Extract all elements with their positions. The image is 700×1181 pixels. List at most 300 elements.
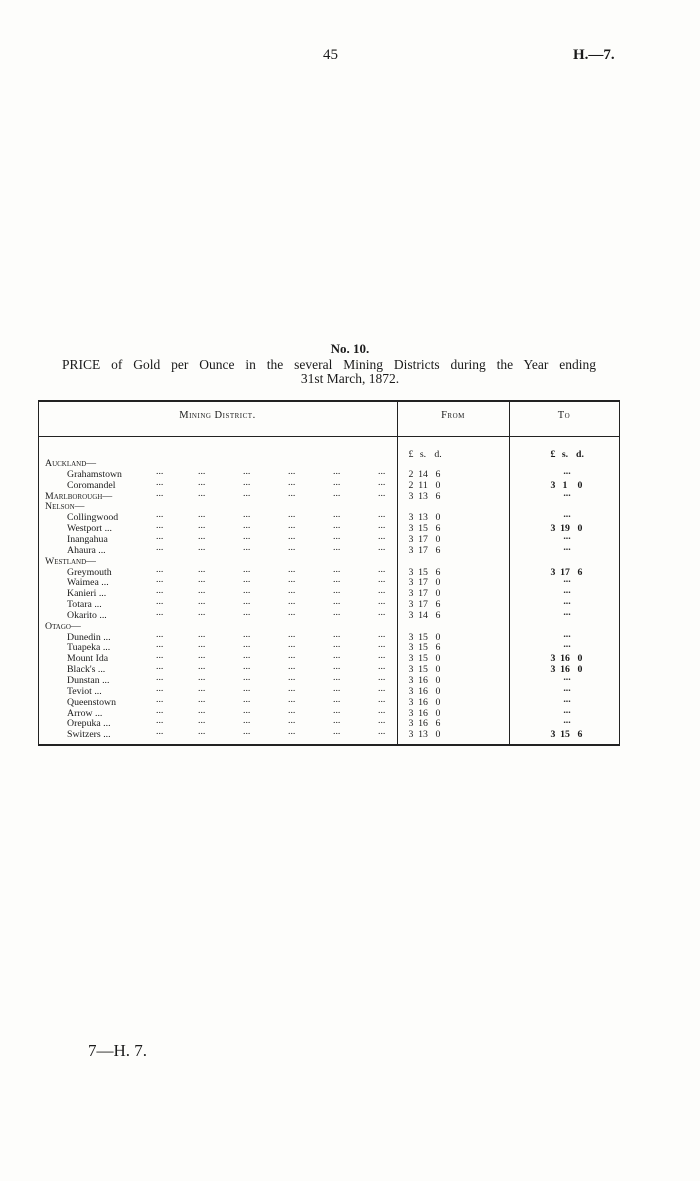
district-name: Switzers ... (67, 729, 111, 741)
leader-dots: ... (243, 574, 251, 586)
pounds: 3 (408, 718, 414, 730)
shillings: 16 (560, 664, 570, 676)
pence: 6 (435, 609, 441, 621)
leader-dots: ... (243, 585, 251, 597)
district-name: Otago— (45, 620, 81, 632)
leader-dots: ... (156, 596, 164, 608)
pounds: 3 (408, 609, 414, 621)
leader-dots: ... (198, 465, 206, 477)
footer-reference: 7—H. 7. (88, 1041, 148, 1060)
no-value: ... (563, 672, 571, 683)
leader-dots: ... (156, 530, 164, 542)
district-name: Greymouth (67, 566, 112, 578)
leader-dots: ... (378, 541, 386, 553)
pounds: 3 (408, 523, 414, 535)
pence: 0 (435, 479, 441, 491)
shillings: 11 (418, 479, 428, 491)
leader-dots: ... (333, 509, 341, 521)
leader-dots: ... (378, 563, 386, 575)
leader-dots: ... (243, 704, 251, 716)
table-row (38, 596, 620, 611)
pounds: 3 (408, 512, 414, 524)
district-name: Inangahua (67, 533, 108, 545)
table-row (38, 509, 620, 524)
no-value: ... (563, 639, 571, 651)
leader-dots: ... (156, 606, 164, 618)
pounds: 3 (408, 685, 414, 697)
leader-dots: ... (378, 606, 386, 618)
district-name: Westport ... (67, 523, 112, 535)
no-value: ... (563, 682, 571, 694)
district-name: Teviot ... (67, 685, 102, 697)
shillings: 17 (418, 588, 428, 600)
header-rule (38, 436, 620, 437)
table-title-line-2: 31st March, 1872. (300, 371, 400, 386)
table-row (38, 563, 620, 578)
pence: 0 (435, 675, 441, 686)
pence: 0 (435, 664, 441, 676)
leader-dots: ... (243, 509, 251, 521)
no-value: ... (563, 596, 571, 608)
leader-dots: ... (378, 650, 386, 662)
leader-dots: ... (156, 639, 164, 651)
district-name: Ahaura ... (67, 544, 106, 556)
leader-dots: ... (333, 574, 341, 586)
pence: 0 (435, 729, 441, 741)
leader-dots: ... (198, 672, 206, 683)
table-row (38, 622, 620, 632)
no-value: ... (563, 715, 571, 727)
mining-district-header: Mining District. (179, 410, 256, 421)
leader-dots: ... (333, 672, 341, 683)
leader-dots: ... (288, 628, 296, 640)
shillings: 14 (418, 609, 428, 621)
table-row (38, 476, 620, 491)
pence: 0 (435, 631, 441, 643)
leader-dots: ... (378, 726, 386, 738)
pounds: 2 (408, 468, 414, 480)
pence: 0 (435, 685, 441, 697)
district-name: Kanieri ... (67, 588, 107, 600)
leader-dots: ... (156, 693, 164, 705)
leader-dots: ... (378, 465, 386, 477)
pounds: 3 (408, 642, 414, 654)
pence: 6 (435, 544, 441, 556)
leader-dots: ... (288, 704, 296, 716)
district-name: Orepuka ... (67, 718, 111, 730)
pounds: 3 (408, 729, 414, 741)
leader-dots: ... (333, 520, 341, 532)
leader-dots: ... (333, 585, 341, 597)
pence: 6 (577, 729, 583, 741)
district-name: Totara ... (67, 599, 102, 611)
to-header: To (557, 410, 571, 421)
leader-dots: ... (198, 487, 206, 499)
no-value: ... (563, 704, 571, 716)
pounds: 3 (408, 566, 414, 578)
leader-dots: ... (198, 574, 206, 586)
leader-dots: ... (156, 650, 164, 662)
leader-dots: ... (333, 530, 341, 542)
shillings: 17 (418, 544, 428, 556)
pence: 6 (435, 490, 441, 502)
pounds: 3 (550, 479, 556, 491)
leader-dots: ... (156, 715, 164, 727)
leader-dots: ... (156, 585, 164, 597)
shillings: 15 (418, 523, 428, 535)
leader-dots: ... (288, 574, 296, 586)
gold-price-table (38, 400, 620, 746)
leader-dots: ... (156, 682, 164, 694)
leader-dots: ... (378, 530, 386, 542)
table-row (38, 650, 620, 665)
pounds: 3 (550, 566, 556, 578)
shillings: 16 (418, 696, 428, 708)
pence: 6 (435, 523, 441, 535)
no-value: ... (563, 693, 571, 705)
leader-dots: ... (198, 704, 206, 716)
leader-dots: ... (333, 661, 341, 673)
leader-dots: ... (243, 541, 251, 553)
leader-dots: ... (378, 704, 386, 716)
leader-dots: ... (243, 682, 251, 694)
table-row (38, 585, 620, 600)
shillings: 14 (418, 468, 428, 480)
pounds: 3 (408, 533, 414, 545)
district-name: Queenstown (67, 696, 116, 708)
leader-dots: ... (198, 682, 206, 694)
table-row (38, 557, 620, 567)
leader-dots: ... (198, 530, 206, 542)
district-name: Marlborough— (45, 490, 113, 502)
leader-dots: ... (378, 476, 386, 488)
district-name: Okarito ... (67, 609, 107, 621)
pence: 6 (577, 566, 583, 578)
leader-dots: ... (378, 715, 386, 727)
pence-unit: d. (434, 449, 442, 460)
leader-dots: ... (333, 563, 341, 575)
table-row (38, 639, 620, 654)
pence-unit: d. (576, 449, 584, 460)
from-header: From (441, 410, 465, 421)
leader-dots: ... (156, 487, 164, 499)
leader-dots: ... (288, 520, 296, 532)
shillings: 19 (560, 523, 570, 535)
leader-dots: ... (378, 574, 386, 586)
table-row (38, 520, 620, 535)
pence: 0 (577, 479, 583, 491)
leader-dots: ... (156, 661, 164, 673)
leader-dots: ... (198, 596, 206, 608)
pence: 6 (435, 566, 441, 578)
pounds: 2 (408, 479, 414, 491)
shillings: 15 (560, 729, 570, 741)
table-row (38, 502, 620, 512)
shillings: 17 (418, 599, 428, 611)
leader-dots: ... (156, 509, 164, 521)
pence: 0 (577, 653, 583, 665)
leader-dots: ... (288, 476, 296, 488)
leader-dots: ... (333, 693, 341, 705)
pounds: 3 (550, 653, 556, 665)
leader-dots: ... (288, 585, 296, 597)
leader-dots: ... (333, 628, 341, 640)
table-row (38, 465, 620, 480)
leader-dots: ... (333, 650, 341, 662)
leader-dots: ... (243, 715, 251, 727)
table-top-rule (38, 400, 620, 402)
pounds: 3 (550, 523, 556, 535)
leader-dots: ... (288, 639, 296, 651)
leader-dots: ... (288, 563, 296, 575)
leader-dots: ... (288, 715, 296, 727)
shilling-unit: s. (419, 449, 427, 460)
district-name: Mount Ida (67, 653, 109, 665)
leader-dots: ... (198, 563, 206, 575)
pence: 0 (435, 653, 441, 665)
leader-dots: ... (198, 520, 206, 532)
shillings: 15 (418, 653, 428, 665)
pence: 0 (577, 523, 583, 535)
leader-dots: ... (333, 596, 341, 608)
leader-dots: ... (243, 661, 251, 673)
leader-dots: ... (333, 541, 341, 553)
leader-dots: ... (156, 476, 164, 488)
leader-dots: ... (333, 606, 341, 618)
pounds: 3 (408, 696, 414, 708)
leader-dots: ... (198, 476, 206, 488)
no-value: ... (563, 487, 571, 499)
leader-dots: ... (378, 585, 386, 597)
pence: 0 (435, 577, 441, 589)
leader-dots: ... (243, 465, 251, 477)
pence: 0 (435, 588, 441, 600)
pounds: 3 (408, 490, 414, 502)
table-row (38, 606, 620, 621)
pence: 0 (435, 696, 441, 708)
pounds: 3 (408, 588, 414, 600)
leader-dots: ... (243, 639, 251, 651)
shillings: 17 (418, 577, 428, 589)
document-reference: H.—7. (573, 47, 615, 63)
leader-dots: ... (378, 487, 386, 499)
leader-dots: ... (198, 509, 206, 521)
leader-dots: ... (288, 693, 296, 705)
district-name: Black's ... (67, 664, 106, 676)
leader-dots: ... (333, 704, 341, 716)
shillings: 17 (418, 533, 428, 545)
pence: 0 (435, 512, 441, 524)
leader-dots: ... (288, 726, 296, 738)
leader-dots: ... (288, 487, 296, 499)
pence: 0 (577, 664, 583, 676)
pounds: 3 (550, 664, 556, 676)
leader-dots: ... (198, 661, 206, 673)
table-row (38, 459, 620, 469)
leader-dots: ... (198, 650, 206, 662)
leader-dots: ... (156, 726, 164, 738)
pence: 6 (435, 718, 441, 730)
leader-dots: ... (243, 628, 251, 640)
leader-dots: ... (198, 606, 206, 618)
table-row (38, 704, 620, 719)
shillings: 1 (562, 479, 568, 491)
leader-dots: ... (156, 574, 164, 586)
leader-dots: ... (156, 563, 164, 575)
table-row (38, 530, 620, 545)
leader-dots: ... (198, 639, 206, 651)
table-bottom-rule (38, 744, 620, 746)
leader-dots: ... (378, 672, 386, 683)
leader-dots: ... (288, 465, 296, 477)
pounds: 3 (408, 599, 414, 611)
leader-dots: ... (198, 693, 206, 705)
table-row (38, 682, 620, 697)
shillings: 16 (418, 707, 428, 719)
shillings: 16 (418, 685, 428, 697)
leader-dots: ... (288, 606, 296, 618)
district-name: Arrow ... (67, 707, 103, 719)
pounds: 3 (408, 707, 414, 719)
shillings: 16 (560, 653, 570, 665)
district-name: Auckland— (45, 458, 97, 469)
leader-dots: ... (243, 606, 251, 618)
leader-dots: ... (288, 682, 296, 694)
leader-dots: ... (333, 682, 341, 694)
shillings: 17 (560, 566, 570, 578)
leader-dots: ... (198, 715, 206, 727)
district-name: Waimea ... (67, 577, 109, 589)
leader-dots: ... (156, 520, 164, 532)
leader-dots: ... (156, 465, 164, 477)
table-row (38, 661, 620, 676)
pence: 0 (435, 707, 441, 719)
table-row (38, 726, 620, 741)
leader-dots: ... (378, 661, 386, 673)
leader-dots: ... (156, 628, 164, 640)
table-number: No. 10. (330, 341, 370, 356)
leader-dots: ... (378, 693, 386, 705)
leader-dots: ... (198, 541, 206, 553)
table-row (38, 574, 620, 589)
leader-dots: ... (243, 650, 251, 662)
leader-dots: ... (333, 639, 341, 651)
leader-dots: ... (243, 530, 251, 542)
pounds: 3 (408, 653, 414, 665)
no-value: ... (563, 574, 571, 586)
leader-dots: ... (156, 541, 164, 553)
leader-dots: ... (156, 672, 164, 683)
leader-dots: ... (333, 487, 341, 499)
pound-unit: £ (550, 449, 556, 460)
leader-dots: ... (333, 726, 341, 738)
district-name: Nelson— (45, 501, 85, 513)
table-row (38, 672, 620, 686)
shillings: 16 (418, 675, 428, 686)
leader-dots: ... (378, 628, 386, 640)
shillings: 15 (418, 566, 428, 578)
leader-dots: ... (378, 596, 386, 608)
leader-dots: ... (243, 476, 251, 488)
leader-dots: ... (198, 585, 206, 597)
leader-dots: ... (243, 520, 251, 532)
leader-dots: ... (288, 530, 296, 542)
pounds: 3 (408, 675, 414, 686)
pound-unit: £ (408, 449, 414, 460)
district-name: Dunstan ... (67, 675, 110, 686)
no-value: ... (563, 606, 571, 618)
pence: 6 (435, 599, 441, 611)
shillings: 15 (418, 642, 428, 654)
leader-dots: ... (243, 672, 251, 683)
table-row (38, 693, 620, 708)
table-row (38, 628, 620, 643)
leader-dots: ... (288, 661, 296, 673)
leader-dots: ... (243, 563, 251, 575)
leader-dots: ... (288, 672, 296, 683)
pounds: 3 (408, 664, 414, 676)
no-value: ... (563, 509, 571, 521)
leader-dots: ... (333, 476, 341, 488)
leader-dots: ... (243, 487, 251, 499)
district-name: Westland— (45, 555, 96, 567)
district-name: Tuapeka ... (67, 642, 111, 654)
shillings: 13 (418, 729, 428, 741)
no-value: ... (563, 541, 571, 553)
leader-dots: ... (243, 693, 251, 705)
district-name: Coromandel (67, 479, 116, 491)
district-name: Dunedin ... (67, 631, 111, 643)
shillings: 16 (418, 718, 428, 730)
pence: 6 (435, 468, 441, 480)
pence: 0 (435, 533, 441, 545)
leader-dots: ... (243, 596, 251, 608)
page-number: 45 (323, 47, 338, 63)
leader-dots: ... (333, 465, 341, 477)
district-name: Collingwood (67, 512, 119, 524)
leader-dots: ... (243, 726, 251, 738)
table-row (38, 487, 620, 502)
table-row (38, 715, 620, 730)
no-value: ... (563, 530, 571, 542)
no-value: ... (563, 585, 571, 597)
leader-dots: ... (198, 628, 206, 640)
leader-dots: ... (288, 509, 296, 521)
shillings: 15 (418, 631, 428, 643)
leader-dots: ... (378, 509, 386, 521)
leader-dots: ... (333, 715, 341, 727)
pounds: 3 (408, 631, 414, 643)
table-title-line-1: PRICE of Gold per Ounce in the several Mining Districts during the Year ending (62, 357, 596, 372)
shillings: 13 (418, 490, 428, 502)
leader-dots: ... (198, 726, 206, 738)
leader-dots: ... (156, 704, 164, 716)
leader-dots: ... (288, 596, 296, 608)
leader-dots: ... (378, 682, 386, 694)
pence: 6 (435, 642, 441, 654)
leader-dots: ... (288, 650, 296, 662)
leader-dots: ... (378, 639, 386, 651)
pounds: 3 (550, 729, 556, 741)
no-value: ... (563, 465, 571, 477)
leader-dots: ... (288, 541, 296, 553)
pounds: 3 (408, 544, 414, 556)
shillings: 13 (418, 512, 428, 524)
shillings: 15 (418, 664, 428, 676)
pounds: 3 (408, 577, 414, 589)
shilling-unit: s. (561, 449, 569, 460)
district-name: Grahamstown (67, 468, 122, 480)
